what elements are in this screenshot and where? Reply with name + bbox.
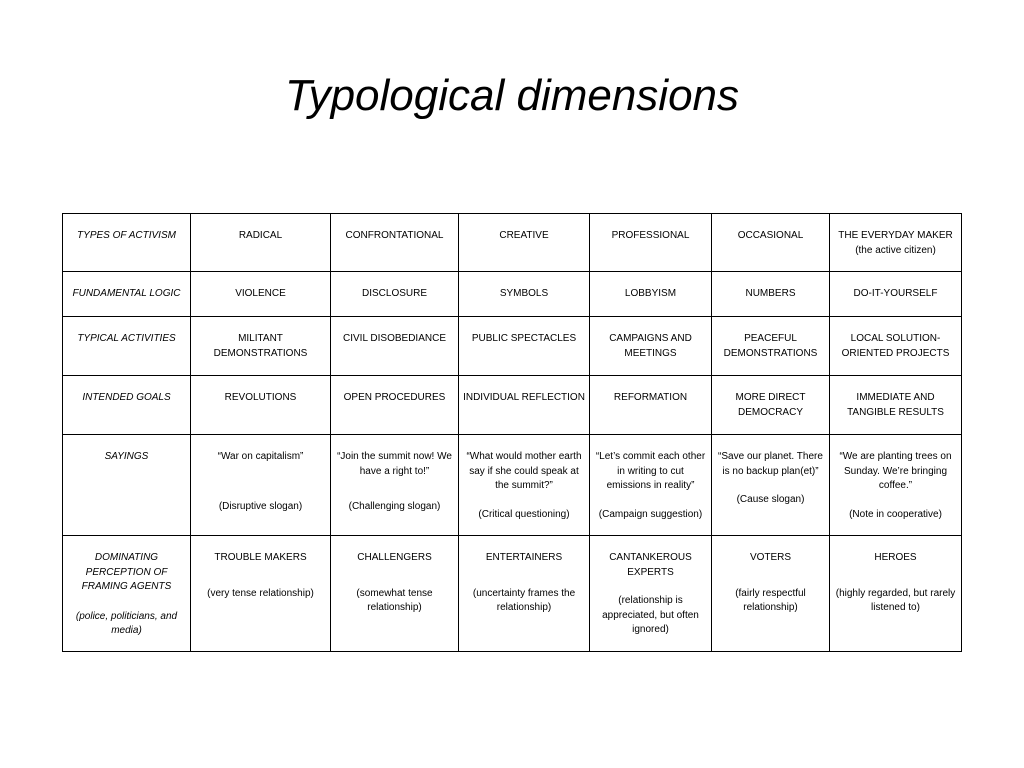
cell-label: TROUBLE MAKERS	[214, 552, 307, 563]
table-cell: NUMBERS	[712, 272, 830, 317]
table-cell	[331, 536, 459, 652]
cell-note: (fairly respectful relationship)	[735, 587, 806, 613]
cell-text: THE EVERYDAY MAKER	[838, 230, 953, 241]
table-cell	[712, 536, 830, 652]
table-cell: MILITANT DEMONSTRATIONS	[191, 317, 331, 376]
cell-note: (uncertainty frames the relationship)	[472, 587, 576, 613]
cell-note: (Disruptive slogan)	[218, 500, 303, 512]
table-cell	[191, 536, 331, 652]
row-header-subtext: (police, politicians, and media)	[75, 610, 178, 636]
table-row	[63, 317, 962, 376]
cell-note: (somewhat tense relationship)	[356, 587, 433, 613]
cell-quote: “Save our planet. There is no backup plan(et)”	[718, 451, 823, 477]
table-cell	[590, 435, 712, 536]
row-header-dominating-perception	[63, 536, 191, 652]
table-cell: LOCAL SOLUTION-ORIENTED PROJECTS	[830, 317, 962, 376]
table-cell: CIVIL DISOBEDIANCE	[331, 317, 459, 376]
table-cell: MORE DIRECT DEMOCRACY	[712, 376, 830, 435]
cell-quote: “War on capitalism”	[217, 451, 304, 462]
cell-note: (highly regarded, but rarely listened to)	[835, 587, 956, 613]
table-row	[63, 435, 962, 536]
cell-note: (Critical questioning)	[478, 508, 570, 520]
cell-label: HEROES	[874, 552, 917, 563]
table-cell: IMMEDIATE AND TANGIBLE RESULTS	[830, 376, 962, 435]
cell-label: CANTANKEROUS EXPERTS	[609, 552, 692, 578]
table-row	[63, 214, 962, 272]
row-header-types-of-activism: TYPES OF ACTIVISM	[63, 214, 191, 272]
table-cell: PUBLIC SPECTACLES	[459, 317, 590, 376]
cell-label: CHALLENGERS	[357, 552, 432, 563]
table-cell: CAMPAIGNS AND MEETINGS	[590, 317, 712, 376]
cell-note: (Note in cooperative)	[849, 508, 942, 520]
table-cell: CREATIVE	[459, 214, 590, 272]
cell-quote: “Let’s commit each other in writing to cut emissions in reality”	[595, 451, 706, 491]
table-cell: REFORMATION	[590, 376, 712, 435]
table-row	[63, 272, 962, 317]
table-cell	[830, 435, 962, 536]
table-cell: OPEN PROCEDURES	[331, 376, 459, 435]
table-cell	[712, 435, 830, 536]
table-cell: REVOLUTIONS	[191, 376, 331, 435]
row-header-typical-activities: TYPICAL ACTIVITIES	[63, 317, 191, 376]
table-cell: PEACEFUL DEMONSTRATIONS	[712, 317, 830, 376]
cell-note: (relationship is appreciated, but often ignored)	[602, 595, 699, 635]
cell-label: VOTERS	[749, 552, 792, 563]
cell-note: (Campaign suggestion)	[598, 508, 703, 520]
table-cell: PROFESSIONAL	[590, 214, 712, 272]
table-row	[63, 536, 962, 652]
row-header-sayings: SAYINGS	[63, 435, 191, 536]
table-cell	[331, 435, 459, 536]
cell-note: (Cause slogan)	[736, 494, 805, 505]
row-header-text: DOMINATING PERCEPTION OF FRAMING AGENTS	[81, 552, 172, 592]
table-cell: RADICAL	[191, 214, 331, 272]
table-cell: CONFRONTATIONAL	[331, 214, 459, 272]
cell-quote: “What would mother earth say if she could speak at the summit?”	[466, 451, 582, 491]
table-cell	[830, 214, 962, 272]
table-cell: DISCLOSURE	[331, 272, 459, 317]
typology-table	[62, 213, 962, 652]
table-cell: INDIVIDUAL REFLECTION	[459, 376, 590, 435]
table-cell: VIOLENCE	[191, 272, 331, 317]
cell-subtext: (the active citizen)	[855, 244, 936, 256]
table-cell	[459, 536, 590, 652]
table-cell	[191, 435, 331, 536]
cell-quote: “Join the summit now! We have a right to!”	[337, 451, 452, 477]
table-cell: DO-IT-YOURSELF	[830, 272, 962, 317]
table-cell: LOBBYISM	[590, 272, 712, 317]
table-cell	[459, 435, 590, 536]
cell-note: (very tense relationship)	[207, 587, 314, 599]
slide-title: Typological dimensions	[284, 71, 740, 120]
table-cell: SYMBOLS	[459, 272, 590, 317]
table-cell	[830, 536, 962, 652]
table-cell	[590, 536, 712, 652]
table-cell: OCCASIONAL	[712, 214, 830, 272]
table-row	[63, 376, 962, 435]
cell-note: (Challenging slogan)	[348, 501, 441, 512]
cell-quote: “We are planting trees on Sunday. We’re bringing coffee.”	[839, 451, 952, 491]
row-header-fundamental-logic: FUNDAMENTAL LOGIC	[63, 272, 191, 317]
cell-label: ENTERTAINERS	[485, 552, 563, 563]
row-header-intended-goals: INTENDED GOALS	[63, 376, 191, 435]
